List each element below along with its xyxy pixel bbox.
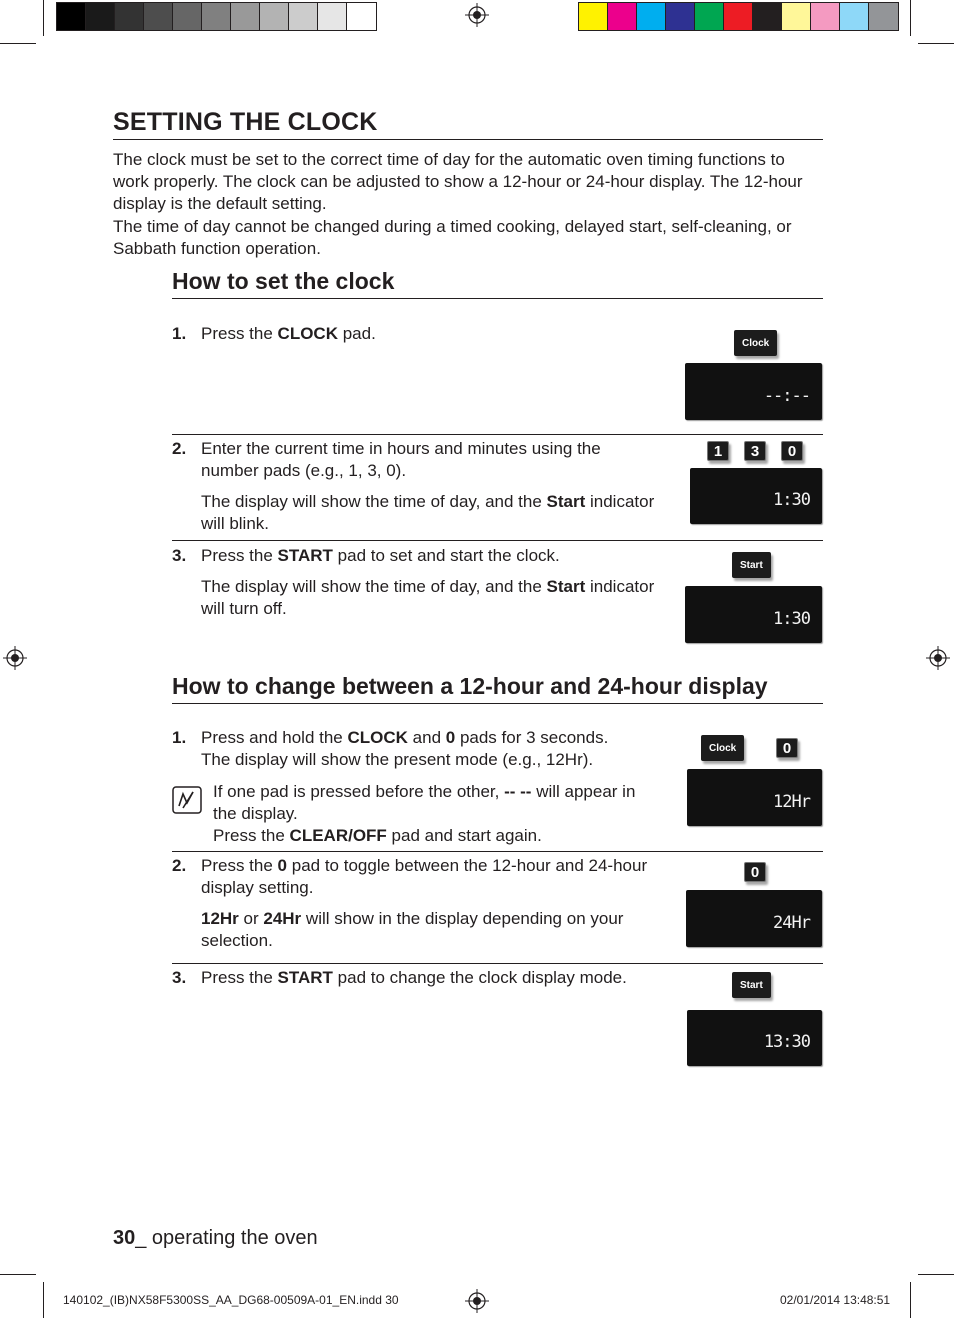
crop-mark (43, 1282, 44, 1318)
registration-mark-icon (926, 646, 950, 670)
note-icon (172, 786, 202, 814)
color-swatch (666, 3, 695, 30)
start-pad-button: Start (732, 972, 771, 998)
step-rule (172, 434, 823, 435)
step-number: 2. (172, 439, 187, 458)
registration-mark-icon (3, 646, 27, 670)
process-color-bar (578, 2, 899, 31)
step-text: Press the 0 pad to toggle between the 12-hour and 24-hour display setting. (201, 856, 648, 897)
number-pad-button: 3 (744, 441, 766, 461)
date-slug: 02/01/2014 13:48:51 (780, 1293, 891, 1307)
oven-display (690, 468, 822, 524)
color-swatch (115, 3, 144, 30)
step-rule (172, 963, 823, 964)
crop-mark (910, 0, 911, 36)
oven-display (685, 586, 822, 643)
registration-mark-icon (465, 1289, 489, 1313)
step-item (172, 545, 662, 620)
oven-display (687, 769, 822, 826)
display-readout: 1:30 (773, 609, 810, 629)
step-item (172, 727, 662, 771)
section-heading: How to set the clock (172, 268, 395, 294)
color-swatch (869, 3, 898, 30)
color-swatch (637, 3, 666, 30)
color-swatch (782, 3, 811, 30)
color-swatch (608, 3, 637, 30)
display-readout: --:-- (763, 386, 810, 406)
number-pad-button: 0 (781, 441, 803, 461)
oven-display (686, 890, 822, 947)
step-text: Enter the current time in hours and minutes using the number pads (e.g., 1, 3, 0). (201, 439, 601, 480)
step-number: 1. (172, 728, 187, 747)
crop-mark (0, 43, 36, 44)
step-text: 12Hr or 24Hr will show in the display depending on your selection. (201, 909, 624, 950)
section-name: _ operating the oven (135, 1227, 318, 1249)
crop-mark (918, 1274, 954, 1275)
color-swatch (173, 3, 202, 30)
crop-mark (918, 43, 954, 44)
oven-display (685, 363, 822, 420)
display-readout: 1:30 (773, 490, 810, 510)
color-swatch (144, 3, 173, 30)
step-item (172, 967, 662, 989)
step-text: Press and hold the CLOCK and 0 pads for 3 seconds. The display will show the present mode (e.g., 12Hr). (201, 728, 609, 769)
clock-pad-button: Clock (734, 330, 777, 356)
step-text: Press the CLOCK pad. (201, 324, 376, 343)
step-text: Press the START pad to set and start the clock. (201, 546, 560, 565)
color-swatch (579, 3, 608, 30)
intro-paragraph: The clock must be set to the correct time of day for the automatic oven timing functions to work properly. The clock can be adjusted to show a 12-hour or 24-hour display. The 12-hour display is the default setting. (113, 150, 803, 213)
display-readout: 13:30 (763, 1032, 810, 1052)
section-rule (172, 298, 823, 299)
color-swatch (202, 3, 231, 30)
section-heading: How to change between a 12-hour and 24-hour display (172, 673, 768, 699)
title-rule (113, 139, 823, 140)
color-swatch (57, 3, 86, 30)
clock-pad-button: Clock (701, 735, 744, 761)
color-swatch (86, 3, 115, 30)
color-swatch (811, 3, 840, 30)
page-title: SETTING THE CLOCK (113, 108, 378, 136)
color-swatch (695, 3, 724, 30)
note-text (213, 781, 663, 847)
color-swatch (318, 3, 347, 30)
registration-mark-icon (465, 3, 489, 27)
zero-pad-button: 0 (744, 862, 766, 882)
step-rule (172, 540, 823, 541)
step-item (172, 855, 662, 952)
start-pad-button: Start (732, 552, 771, 578)
section-rule (172, 703, 823, 704)
file-slug: 140102_(IB)NX58F5300SS_AA_DG68-00509A-01_EN.indd 30 (63, 1293, 399, 1307)
step-number: 1. (172, 324, 187, 343)
page-footer (113, 1227, 318, 1250)
grayscale-color-bar (56, 2, 377, 31)
step-number: 3. (172, 546, 187, 565)
step-rule (172, 851, 823, 852)
number-pad-button: 1 (707, 441, 729, 461)
color-swatch (231, 3, 260, 30)
step-number: 2. (172, 856, 187, 875)
color-swatch (753, 3, 782, 30)
zero-pad-button: 0 (776, 738, 798, 758)
display-readout: 24Hr (773, 913, 810, 933)
step-text: The display will show the time of day, and the Start indicator will turn off. (201, 577, 655, 618)
crop-mark (910, 1282, 911, 1318)
step-item (172, 438, 662, 535)
oven-display (687, 1010, 822, 1066)
crop-mark (43, 0, 44, 36)
crop-mark (0, 1274, 36, 1275)
color-swatch (840, 3, 869, 30)
step-number: 3. (172, 968, 187, 987)
color-swatch (347, 3, 376, 30)
step-text: The display will show the time of day, and the Start indicator will blink. (201, 492, 655, 533)
color-swatch (724, 3, 753, 30)
color-swatch (289, 3, 318, 30)
intro-paragraph: The time of day cannot be changed during a timed cooking, delayed start, self-cleaning, or Sabbath function operation. (113, 217, 792, 258)
step-text: Press the START pad to change the clock display mode. (201, 968, 627, 987)
color-swatch (260, 3, 289, 30)
display-readout: 12Hr (773, 792, 810, 812)
page-number: 30 (113, 1227, 136, 1249)
note-line: If one pad is pressed before the other, -- -- will appear in the display. Press the CLEAR/OFF pad and start again. (213, 782, 636, 845)
step-item (172, 323, 662, 345)
